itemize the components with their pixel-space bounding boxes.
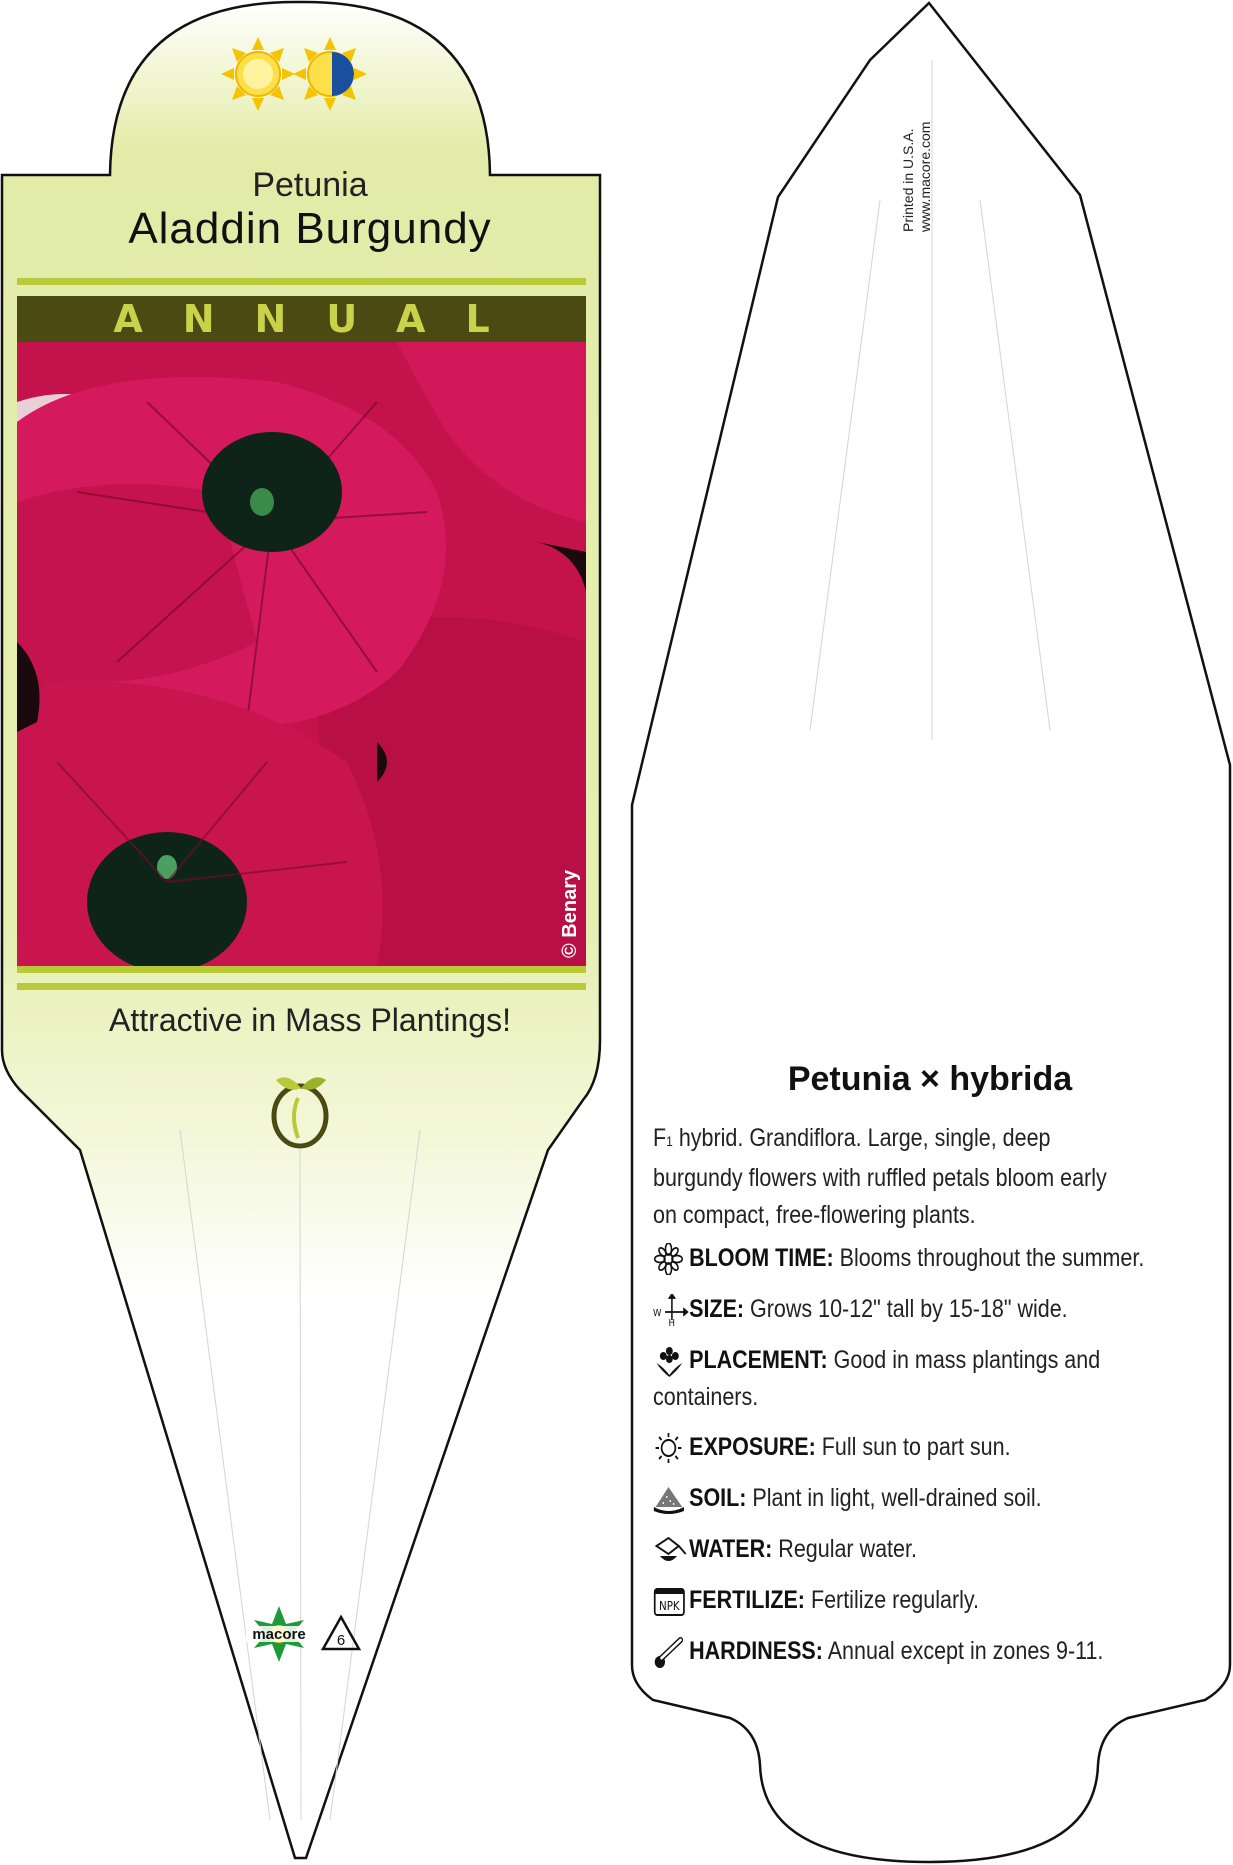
attr-placement	[653, 1342, 1152, 1416]
desc-subscript: 1	[666, 1133, 673, 1149]
soil-icon	[653, 1483, 689, 1515]
attr-exposure	[653, 1429, 1152, 1466]
seed-logo-icon	[268, 1070, 338, 1150]
water-label: WATER:	[689, 1535, 773, 1563]
bloom-time-value: Blooms throughout the summer.	[833, 1244, 1145, 1272]
size-label: SIZE:	[689, 1295, 745, 1323]
sun-icons	[218, 34, 368, 118]
desc-text: hybrid. Grandiflora. Large, single, deep burgundy flowers with ruffled petals bloom early on compact, free-flowering plants.	[653, 1124, 1107, 1229]
recycle-icon	[320, 1614, 362, 1654]
soil-value: Plant in light, well-drained soil.	[746, 1484, 1042, 1512]
soil-label: SOIL:	[689, 1484, 747, 1512]
attr-water	[653, 1531, 1152, 1568]
placement-label: PLACEMENT:	[689, 1346, 828, 1374]
hardiness-value: Annual except in zones 9-11.	[822, 1637, 1104, 1665]
variety-name: Aladdin Burgundy	[128, 204, 492, 253]
size-value: Grows 10-12" tall by 15-18" wide.	[744, 1295, 1068, 1323]
description	[653, 1120, 1117, 1234]
flower-icon	[653, 1243, 689, 1275]
attr-bloom-time	[653, 1240, 1152, 1277]
category-bar	[17, 296, 586, 342]
attr-soil	[653, 1480, 1152, 1517]
tagline: Attractive in Mass Plantings!	[109, 1002, 511, 1038]
water-value: Regular water.	[772, 1535, 917, 1563]
brand-name: macore	[252, 1626, 306, 1643]
fertilize-label: FERTILIZE:	[689, 1586, 805, 1614]
thermometer-icon	[653, 1636, 689, 1668]
printed-line-2: www.macore.com	[917, 121, 933, 232]
full-sun-icon	[221, 37, 295, 111]
green-band-lower	[17, 983, 586, 990]
fertilizer-bag-icon	[653, 1585, 689, 1617]
botanical-name: Petunia × hybrida	[787, 1060, 1073, 1098]
watering-can-icon	[653, 1534, 689, 1566]
size-arrows-icon	[653, 1294, 689, 1326]
sun-outline-icon	[653, 1432, 689, 1464]
green-band-top	[17, 278, 586, 285]
size-icon-h: H	[668, 1317, 675, 1327]
bloom-time-label: BLOOM TIME:	[689, 1244, 834, 1272]
flower-photo	[17, 342, 586, 966]
attr-fertilize	[653, 1582, 1152, 1619]
exposure-label: EXPOSURE:	[689, 1433, 816, 1461]
attr-hardiness	[653, 1633, 1152, 1670]
printed-line-1: Printed in U.S.A.	[900, 128, 916, 232]
hardiness-label: HARDINESS:	[689, 1637, 823, 1665]
placement-value: Good in mass plantings and containers.	[653, 1346, 1101, 1411]
part-sun-icon	[293, 37, 367, 111]
recycle-code: 6	[336, 1632, 346, 1649]
fertilize-value: Fertilize regularly.	[804, 1586, 980, 1614]
size-icon-w: W	[653, 1307, 662, 1320]
exposure-value: Full sun to part sun.	[815, 1433, 1011, 1461]
attr-size	[653, 1291, 1152, 1328]
npk-text: NPK	[658, 1599, 680, 1614]
category-label: ANNUAL	[113, 297, 530, 341]
photo-credit: © Benary	[559, 869, 581, 958]
desc-prefix: F	[653, 1124, 667, 1152]
macore-logo	[244, 1604, 314, 1666]
common-name: Petunia	[252, 166, 368, 204]
green-band-mid	[17, 966, 586, 973]
flower-bed-icon	[653, 1345, 689, 1377]
printed-info	[900, 122, 934, 232]
